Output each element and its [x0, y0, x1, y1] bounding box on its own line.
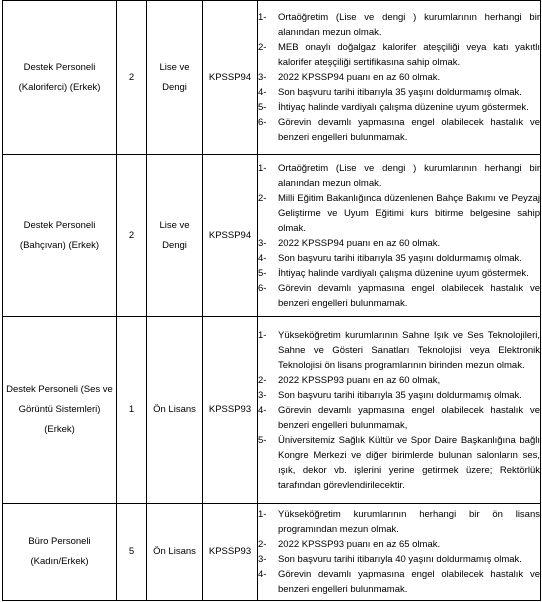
requirement-item — [258, 191, 540, 236]
requirement-item — [258, 537, 540, 552]
position-cell — [3, 1, 117, 155]
position-line: (Erkek) — [44, 424, 75, 435]
kpss-cell: KPSSP93 — [203, 317, 258, 504]
requirement-number: 3- — [258, 237, 267, 249]
requirement-number: 1- — [258, 509, 267, 520]
requirement-number: 2- — [258, 42, 267, 53]
education-cell — [147, 504, 203, 601]
requirement-number: 4- — [258, 569, 267, 580]
table-row — [3, 317, 541, 504]
count-cell: 2 — [117, 155, 147, 317]
requirement-number: 5- — [258, 267, 267, 279]
requirement-number: 3- — [258, 72, 267, 83]
position-line: Görüntü Sistemleri) — [18, 404, 101, 415]
position-cell — [3, 317, 117, 504]
position-cell — [3, 155, 117, 317]
education-cell — [147, 317, 203, 504]
requirement-number: 2- — [258, 192, 267, 204]
count-cell: 5 — [117, 504, 147, 601]
requirement-number: 6- — [258, 117, 267, 128]
requirement-number: 4- — [258, 252, 267, 264]
requirement-text: Görevin devamlı yapmasına engel olabilecek hastalık ve benzeri engelleri bulunmamak. — [278, 569, 540, 595]
requirement-text: Görevin devamlı yapmasına engel olabilecek hastalık ve benzeri engelleri bulunmamak. — [278, 117, 540, 143]
requirement-text: Milli Eğitim Bakanlığınca düzenlenen Bahçe Bakımı ve Peyzaj Geliştirme ve Uyum Eğitimi kurs bitirme belgesine sahip olmak. — [278, 192, 540, 234]
positions-table — [2, 0, 541, 601]
position-line: (Kaloriferci) (Erkek) — [18, 81, 101, 93]
requirement-text: 2022 KPSSP94 puanı en az 60 olmak. — [278, 237, 441, 249]
requirement-text: Üniversitemiz Sağlık Kültür ve Spor Daire Başkanlığına bağlı Kongre Merkezi ve diğer birimlerde bulunan salonların ses, ışık, dekor vb. işlerini yerine getirmek üzere; Rektörlük tarafından görevlendirilecektir. — [278, 434, 540, 491]
education-line: Dengi — [162, 81, 187, 93]
count-cell: 2 — [117, 1, 147, 155]
requirement-text: 2022 KPSSP93 puanı en az 65 olmak. — [278, 539, 441, 550]
table-row — [3, 1, 541, 155]
requirement-text: Görevin devamlı yapmasına engel olabilecek hastalık ve benzeri engelleri bulunmamak, — [278, 404, 540, 431]
education-cell — [147, 155, 203, 317]
education-line: Dengi — [162, 239, 187, 251]
requirement-number: 1- — [258, 162, 267, 174]
requirement-item — [258, 281, 540, 311]
requirement-text: Ortaöğretim (Lise ve dengi ) kurumlarının herhangi bir alanından mezun olmak. — [278, 12, 540, 38]
position-line: (Bahçıvan) (Erkek) — [19, 239, 100, 251]
requirement-text: 2022 KPSSP94 puanı en az 60 olmak. — [278, 72, 441, 83]
requirement-item — [258, 266, 540, 281]
education-line: Ön Lisans — [153, 546, 196, 557]
requirement-item — [258, 251, 540, 266]
requirement-number: 3- — [258, 554, 267, 565]
requirement-number: 1- — [258, 12, 267, 23]
requirement-number: 1- — [258, 329, 267, 341]
requirement-number: 4- — [258, 87, 267, 98]
requirement-number: 5- — [258, 102, 267, 113]
kpss-cell: KPSSP93 — [203, 504, 258, 601]
position-line: (Kadın/Erkek) — [30, 556, 89, 567]
requirements-list — [258, 507, 540, 597]
requirement-text: Yükseköğretim kurumlarının Sahne Işık ve Ses Teknolojileri, Sahne ve Gösteri Sanatları Teknolojisi veya Elektronik Teknolojisi ön lisans programlarının birinden mezun olmak. — [278, 329, 540, 371]
requirements-cell — [258, 317, 541, 504]
education-line: Ön Lisans — [153, 404, 196, 415]
requirement-item — [258, 115, 540, 145]
requirement-number: 2- — [258, 539, 267, 550]
requirement-text: Son başvuru tarihi itibarıyla 35 yaşını doldurmamış olmak. — [278, 389, 522, 401]
requirement-item — [258, 40, 540, 70]
kpss-cell: KPSSP94 — [203, 155, 258, 317]
requirement-text: Son başvuru tarihi itibarıyla 35 yaşını doldurmamış olmak. — [278, 87, 522, 98]
requirement-text: Yükseköğretim kurumlarının herhangi bir ön lisans programından mezun olmak. — [278, 509, 540, 535]
requirement-text: MEB onaylı doğalgaz kalorifer ateşçiliği veya katı yakıtlı kalorifer ateşçiliği sertifikasına sahip olmak. — [278, 42, 540, 68]
requirement-number: 3- — [258, 389, 267, 401]
requirement-text: Son başvuru tarihi itibarıyla 35 yaşını doldurmamış olmak. — [278, 252, 522, 264]
education-line: Lise ve — [159, 219, 190, 231]
requirement-text: 2022 KPSSP93 puanı en az 60 olmak, — [278, 374, 441, 386]
position-line: Destek Personeli — [23, 219, 96, 231]
requirement-item — [258, 567, 540, 597]
requirement-item — [258, 236, 540, 251]
table-row — [3, 155, 541, 317]
requirement-text: Son başvuru tarihi itibarıyla 40 yaşını doldurmamış olmak. — [278, 554, 522, 565]
requirement-text: Görevin devamlı yapmasına engel olabilecek hastalık ve benzeri engelleri bulunmamak. — [278, 282, 540, 309]
requirement-item — [258, 507, 540, 537]
requirement-text: Ortaöğretim (Lise ve dengi ) kurumlarının herhangi bir alanından mezun olmak. — [278, 162, 540, 189]
requirement-number: 2- — [258, 374, 267, 386]
requirement-item — [258, 388, 540, 403]
requirement-item — [258, 161, 540, 191]
requirements-list — [258, 328, 540, 493]
requirement-item — [258, 552, 540, 567]
position-line: Destek Personeli — [23, 61, 96, 73]
position-line: Büro Personeli — [28, 536, 91, 547]
kpss-cell: KPSSP94 — [203, 1, 258, 155]
education-cell — [147, 1, 203, 155]
requirement-item — [258, 373, 540, 388]
count-cell: 1 — [117, 317, 147, 504]
requirement-item — [258, 70, 540, 85]
education-line: Lise ve — [159, 61, 190, 73]
position-cell — [3, 504, 117, 601]
requirement-item — [258, 403, 540, 433]
requirement-item — [258, 328, 540, 373]
requirement-text: İhtiyaç halinde vardiyalı çalışma düzenine uyum göstermek. — [278, 102, 529, 113]
requirements-list — [258, 10, 540, 145]
requirement-item — [258, 433, 540, 493]
position-line: Destek Personeli (Ses ve — [6, 384, 113, 395]
requirements-cell — [258, 155, 541, 317]
table-row — [3, 504, 541, 601]
requirement-number: 6- — [258, 282, 267, 294]
requirement-item — [258, 100, 540, 115]
requirements-cell — [258, 1, 541, 155]
requirements-list — [258, 161, 540, 311]
requirement-number: 5- — [258, 434, 267, 446]
requirement-number: 4- — [258, 404, 267, 416]
requirement-item — [258, 10, 540, 40]
requirement-text: İhtiyaç halinde vardiyalı çalışma düzenine uyum göstermek. — [278, 267, 529, 279]
requirement-item — [258, 85, 540, 100]
requirements-cell — [258, 504, 541, 601]
